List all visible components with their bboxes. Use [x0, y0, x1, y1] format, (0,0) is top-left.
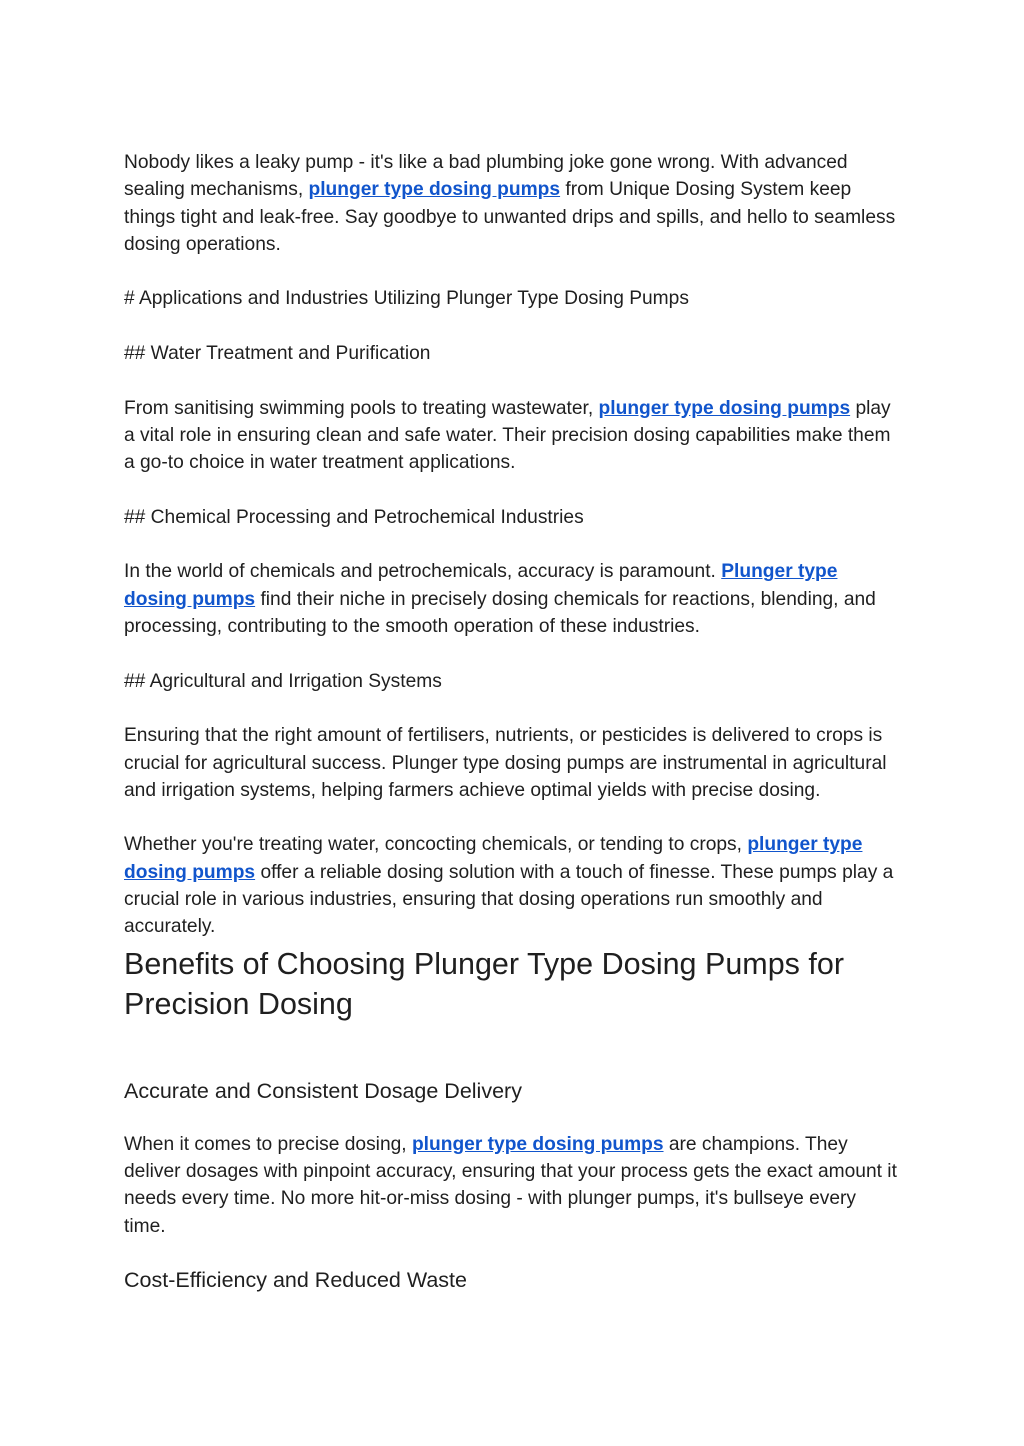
- paragraph-text: When it comes to precise dosing,: [124, 1133, 412, 1155]
- subsection-title-cost: Cost-Efficiency and Reduced Waste: [124, 1267, 467, 1292]
- paragraph-text: Whether you're treating water, concocting chemicals, or tending to crops,: [124, 834, 748, 856]
- plunger-pumps-link[interactable]: plunger type dosing pumps: [308, 179, 561, 201]
- paragraph-text: offer a reliable dosing solution with a touch of finesse. These pumps play a crucial role in various industries, ensuring that dosing operations run smoothly and accurately.: [124, 861, 894, 938]
- section-title-benefits: Benefits of Choosing Plunger Type Dosing Pumps for Precision Dosing: [124, 946, 844, 1022]
- plunger-pumps-link[interactable]: plunger type dosing pumps: [411, 1133, 664, 1155]
- paragraph-water-treatment: [124, 395, 899, 477]
- paragraph-agricultural: Ensuring that the right amount of fertilisers, nutrients, or pesticides is delivered to crops is crucial for agricultural success. Plunger type dosing pumps are instrumental in agricultural and irrigation systems, helping farmers achieve optimal yields with precise dosing.: [124, 725, 887, 801]
- subsection-title-accurate: Accurate and Consistent Dosage Delivery: [124, 1078, 522, 1103]
- paragraph-text: Nobody likes a leaky pump - it's like a bad plumbing joke gone wrong. With advanced sealing mechanisms,: [124, 152, 848, 201]
- paragraph-chemical-processing: [124, 558, 899, 640]
- heading-applications: # Applications and Industries Utilizing Plunger Type Dosing Pumps: [124, 288, 689, 310]
- paragraph-text: find their niche in precisely dosing chemicals for reactions, blending, and processing, contributing to the smooth operation of these industries.: [124, 588, 876, 638]
- paragraph-text: From sanitising swimming pools to treating wastewater,: [124, 397, 599, 419]
- paragraph-text: play a vital role in ensuring clean and safe water. Their precision dosing capabilities make them a go-to choice in water treatment applications.: [124, 397, 891, 474]
- paragraph-accurate: [124, 1131, 899, 1240]
- heading-water-treatment: ## Water Treatment and Purification: [124, 343, 431, 365]
- plunger-pumps-link[interactable]: Plunger type dosing pumps: [124, 561, 838, 610]
- paragraph-sealing: [124, 149, 899, 258]
- paragraph-whether: [124, 831, 899, 940]
- heading-chemical-processing: ## Chemical Processing and Petrochemical Industries: [124, 506, 584, 528]
- heading-agricultural: ## Agricultural and Irrigation Systems: [124, 670, 442, 692]
- document-page: [124, 149, 899, 1294]
- paragraph-text: from Unique Dosing System keep things tight and leak-free. Say goodbye to unwanted drips and spills, and hello to seamless dosing operations.: [124, 179, 896, 255]
- plunger-pumps-link[interactable]: plunger type dosing pumps: [598, 397, 851, 419]
- paragraph-text: are champions. They deliver dosages with pinpoint accuracy, ensuring that your process gets the exact amount it needs every time. No more hit-or-miss dosing - with plunger pumps, it's bullseye every time.: [124, 1133, 897, 1237]
- paragraph-text: In the world of chemicals and petrochemicals, accuracy is paramount.: [124, 561, 722, 583]
- plunger-pumps-link[interactable]: plunger type dosing pumps: [124, 834, 863, 883]
